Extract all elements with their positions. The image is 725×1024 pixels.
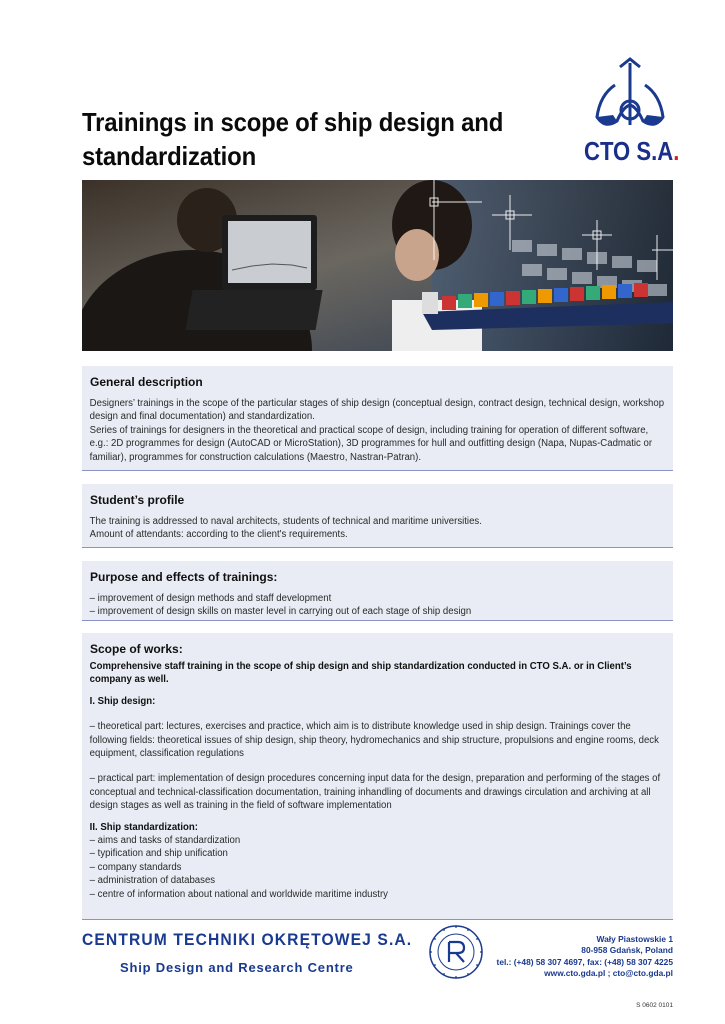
- section-heading: General description: [90, 375, 203, 389]
- company-name: CENTRUM TECHNIKI OKRĘTOWEJ S.A.: [82, 930, 413, 949]
- scope-practical-part: – practical part: implementation of design procedures concerning input data for the design, preparation and performing of the stages of conceptual and technical-classification documentation, training inhandling of documents and drawings circulation and archiving at all design stages as well as training in the field of software implementation: [89, 773, 661, 812]
- address-city: 80-958 Gdańsk, Poland: [581, 945, 673, 956]
- scope-item: – centre of information about national and worldwide maritime industry: [89, 888, 388, 900]
- contact-block: [497, 934, 673, 980]
- section-heading: Student’s profile: [90, 493, 185, 507]
- general-paragraph-1: Designers’ trainings in the scope of the particular stages of ship design (conceptual design, contract design, technical design, workshop design and final documentation) and standardization.: [89, 398, 665, 423]
- purpose-item: – improvement of design skills on master level in carrying out of each stage of ship design: [89, 606, 472, 618]
- section-heading: Purpose and effects of trainings:: [90, 570, 278, 584]
- logo-wordmark: CTO S.A.: [584, 136, 680, 166]
- section-purpose-effects: [82, 561, 673, 621]
- section-general-description: [82, 366, 673, 471]
- general-paragraph-2: Series of trainings for designers in the theoretical and practical scope of design, including training for operation of different software, e.g.: 2D programmes for design (AutoCAD or MicroStation), 3D programmes for hull and outfitting design (Napa, Nupas-Cadmatic or familiar), programmes for construction calculations (Maestro, Nastran-Patran).: [89, 424, 653, 463]
- purpose-item: – improvement of design methods and staff development: [89, 593, 332, 604]
- quality-certificate-seal-icon: [428, 924, 484, 980]
- page-title: Trainings in scope of ship design and standardization: [82, 107, 504, 171]
- profile-line-1: The training is addressed to naval architects, students of technical and maritime universities.: [89, 516, 482, 527]
- section-students-profile: [82, 484, 673, 548]
- section-scope-of-works: [82, 633, 673, 920]
- scope-item: – typification and ship unification: [89, 848, 228, 860]
- scope-theoretical-part: – theoretical part: lectures, exercises and practice, which aim is to distribute knowledge used in ship design. Trainings cover the following fields: theoretical issues of ship design, ship theory, hydromechanics and ship structure, propulsions and engine rooms, deck equipment, classification regulations: [89, 721, 659, 760]
- scope-item: – aims and tasks of standardization: [89, 835, 241, 847]
- footer-company-block: [82, 930, 422, 975]
- company-tagline: Ship Design and Research Centre: [120, 960, 354, 975]
- scope-lead: Comprehensive staff training in the scope of ship design and ship standardization conducted in CTO S.A. or in Client’s company as well.: [89, 661, 632, 686]
- document-code: S 0602 0101: [636, 1002, 673, 1009]
- scope-subheading-standardization: II. Ship standardization:: [89, 821, 198, 833]
- scope-item: – administration of databases: [89, 875, 216, 887]
- web-email-link[interactable]: www.cto.gda.pl ; cto@cto.gda.pl: [544, 968, 673, 979]
- profile-line-2: Amount of attendants: according to the client's requirements.: [89, 529, 348, 541]
- phone-fax: tel.: (+48) 58 307 4697, fax: (+48) 58 307 4225: [496, 956, 673, 967]
- section-heading: Scope of works:: [90, 642, 183, 656]
- scope-subheading-ship-design: I. Ship design:: [89, 695, 156, 707]
- address-street: Wały Piastowskie 1: [596, 934, 673, 944]
- hero-photo: [82, 180, 673, 351]
- scope-item: – company standards: [89, 861, 182, 873]
